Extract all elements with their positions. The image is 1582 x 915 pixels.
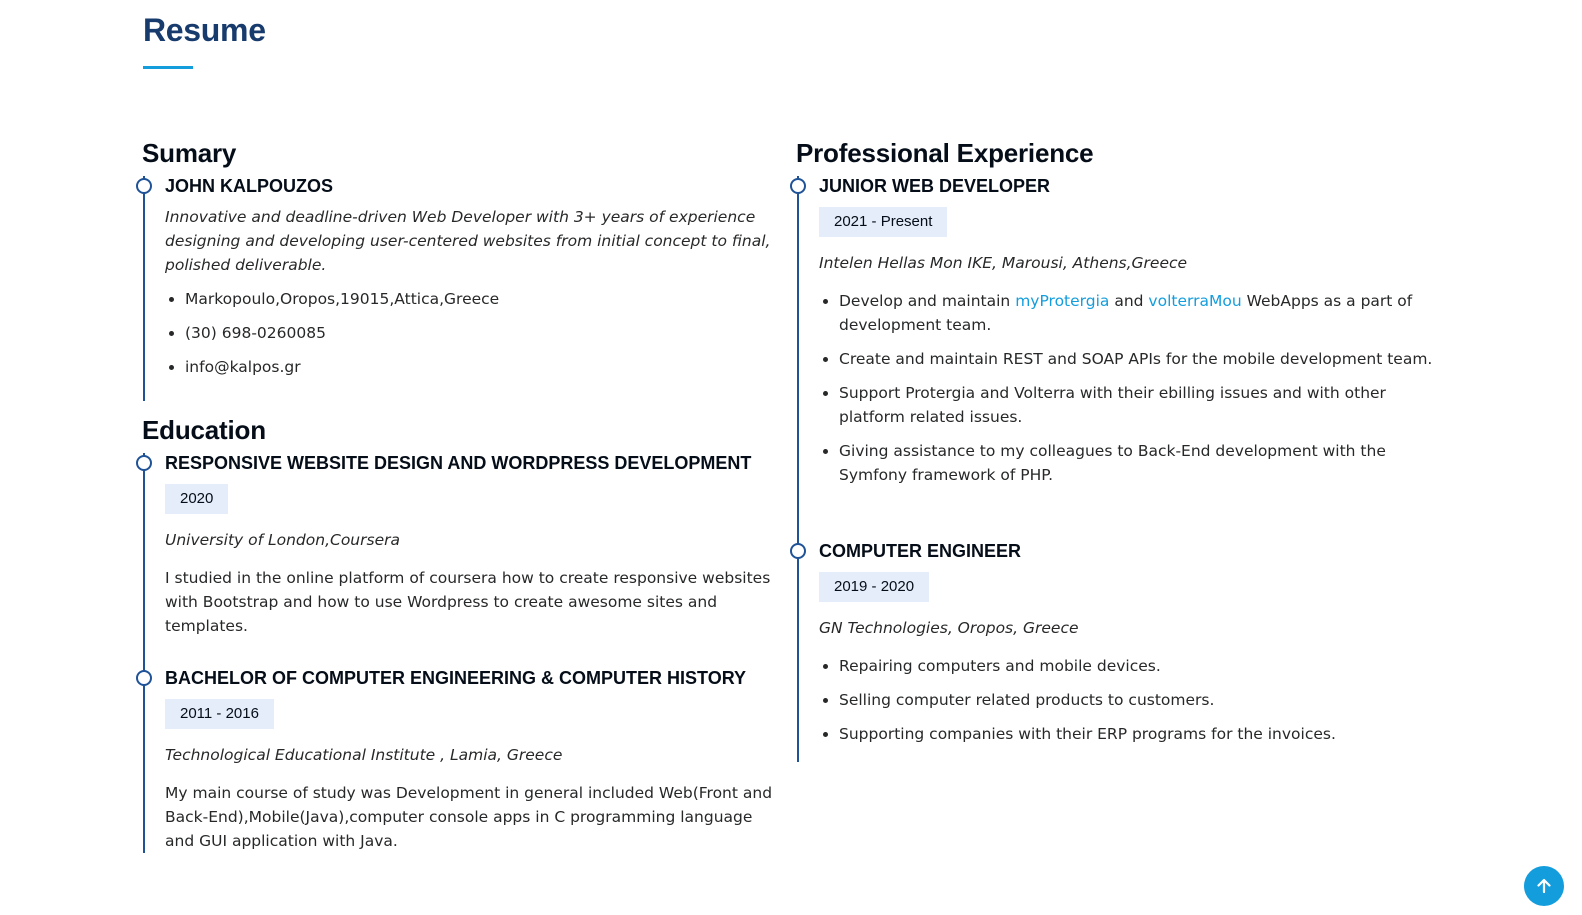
duty-item: • Support Protergia and Volterra with their ebilling issues and with other platform related issues. <box>839 381 1436 439</box>
education-description: My main course of study was Development in general included Web(Front and Back-End),Mobile(Java),computer console apps in C programming language and GUI application with Java. <box>165 784 773 850</box>
duty-item: • Selling computer related products to customers. <box>839 688 1436 722</box>
contact-list <box>165 287 782 389</box>
back-to-top-button[interactable] <box>1524 866 1564 906</box>
experience-item <box>797 517 1436 762</box>
duty-item: • Supporting companies with their ERP programs for the invoices. <box>839 722 1436 756</box>
summary-heading: Sumary <box>142 138 237 168</box>
experience-years: 2019 - 2020 <box>819 572 929 602</box>
volterramou-link[interactable]: volterraMou <box>1148 292 1242 310</box>
section-title <box>143 8 266 52</box>
education-heading: Education <box>142 415 266 445</box>
education-title: RESPONSIVE WEBSITE DESIGN AND WORDPRESS DEVELOPMENT <box>165 453 752 473</box>
duty-text: and <box>1109 292 1149 310</box>
experience-place: GN Technologies, Oropos, Greece <box>819 619 1079 637</box>
education-title: BACHELOR OF COMPUTER ENGINEERING & COMPUTER HISTORY <box>165 668 747 688</box>
arrow-up-icon <box>1535 877 1553 895</box>
experience-title: JUNIOR WEB DEVELOPER <box>819 176 1051 196</box>
contact-phone: • (30) 698-0260085 <box>185 321 782 355</box>
experience-years: 2021 - Present <box>819 207 947 237</box>
experience-duties <box>819 654 1436 756</box>
title-underline <box>143 66 193 69</box>
experience-heading: Professional Experience <box>796 138 1094 168</box>
education-description: I studied in the online platform of coursera how to create responsive websites with Bootstrap and how to use Wordpress to create awesome sites and templates. <box>165 569 771 635</box>
contact-email: • info@kalpos.gr <box>185 355 782 389</box>
education-item <box>143 453 782 668</box>
education-place: University of London,Coursera <box>165 531 400 549</box>
resume-right-column <box>796 130 1436 762</box>
experience-place: Intelen Hellas Mon IKE, Marousi, Athens,Greece <box>819 254 1188 272</box>
duty-text: WebApps as a part of development team. <box>839 292 1413 334</box>
experience-title: COMPUTER ENGINEER <box>819 541 1022 561</box>
page-title: Resume <box>143 12 266 48</box>
summary-name: JOHN KALPOUZOS <box>165 176 334 196</box>
education-years: 2020 <box>165 484 228 514</box>
duty-item: • Repairing computers and mobile devices. <box>839 654 1436 688</box>
experience-item <box>797 176 1436 517</box>
experience-duties <box>819 289 1436 497</box>
contact-address: • Markopoulo,Oropos,19015,Attica,Greece <box>185 287 782 321</box>
duty-item <box>839 289 1436 347</box>
summary-text: Innovative and deadline-driven Web Developer with 3+ years of experience designing and developing user-centered websites from initial concept to final, polished deliverable. <box>165 208 771 274</box>
education-item <box>143 668 782 853</box>
duty-text: Develop and maintain <box>839 292 1016 310</box>
myprotergia-link[interactable]: myProtergia <box>1015 292 1110 310</box>
duty-item: • Create and maintain REST and SOAP APIs for the mobile development team. <box>839 347 1436 381</box>
education-place: Technological Educational Institute , Lamia, Greece <box>165 746 563 764</box>
education-years: 2011 - 2016 <box>165 699 274 729</box>
resume-left-column <box>142 130 782 853</box>
summary-item <box>143 176 782 401</box>
duty-item: • Giving assistance to my colleagues to Back-End development with the Symfony framework of PHP. <box>839 439 1436 497</box>
